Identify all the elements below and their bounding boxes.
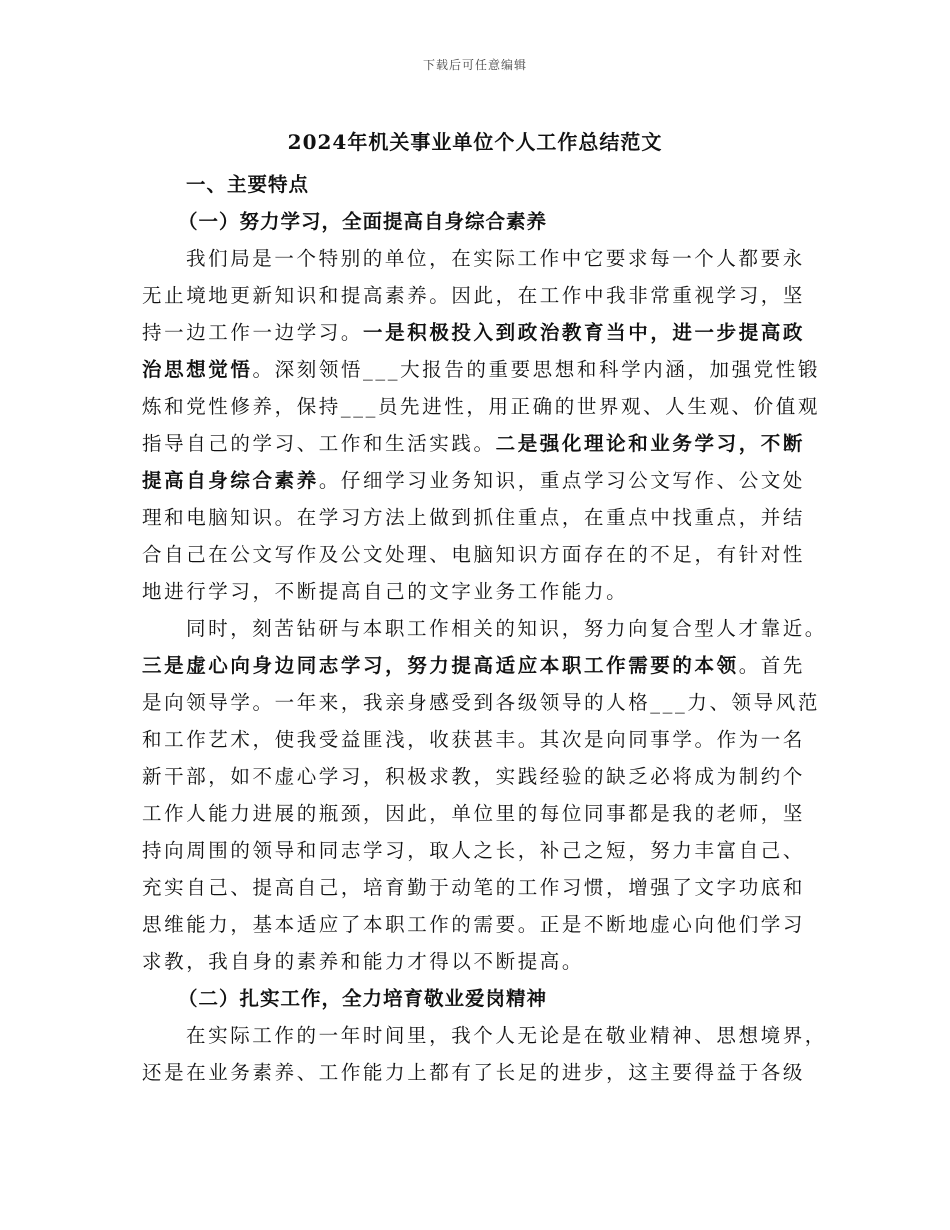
paragraph-line	[142, 351, 832, 388]
paragraph-line: 合自己在公文写作及公文处理、电脑知识方面存在的不足，有针对性	[142, 543, 806, 566]
text-run: 。首先	[738, 654, 806, 677]
text-run: 。仔细学习业务知识，重点学习公文写作、公文处	[318, 469, 806, 492]
paragraph-line: 理和电脑知识。在学习方法上做到抓住重点，在重点中找重点，并结	[142, 506, 806, 529]
paragraph-line: 我们局是一个特别的单位，在实际工作中它要求每一个人都要永	[186, 247, 805, 270]
subsection-heading: （二）扎实工作，全力培育敬业爱岗精神	[178, 987, 548, 1010]
subsection-heading: （一）努力学习，全面提高自身综合素养	[178, 210, 548, 233]
paragraph-line: 无止境地更新知识和提高素养。因此，在工作中我非常重视学习，坚	[142, 284, 806, 307]
document-body	[142, 166, 832, 1091]
paragraph-line: 工作人能力进展的瓶颈，因此，单位里的每位同事都是我的老师，坚	[142, 802, 806, 825]
paragraph-line: 还是在业务素养、工作能力上都有了长足的进步，这主要得益于各级	[142, 1061, 806, 1084]
paragraph-line	[142, 462, 832, 499]
paragraph-line: 炼和党性修养，保持___员先进性，用正确的世界观、人生观、价值观	[142, 395, 820, 418]
bold-text-run: 提高自身综合素养	[142, 469, 319, 492]
bold-text-run: 治思想觉悟	[142, 358, 253, 381]
bold-text-run: 二是强化理论和业务学习，不断	[495, 432, 806, 455]
bold-text-run: 一是积极投入到政治教育当中，进一步提高政	[363, 321, 806, 344]
paragraph-line: 地进行学习，不断提高自己的文字业务工作能力。	[142, 580, 629, 603]
paragraph-line: 求教，我自身的素养和能力才得以不断提高。	[142, 950, 585, 973]
paragraph-line: 思维能力，基本适应了本职工作的需要。正是不断地虚心向他们学习	[142, 913, 806, 936]
text-run: 。深刻领悟___大报告的重要思想和科学内涵，加强党性锻	[252, 358, 820, 381]
paragraph-line: 充实自己、提高自己，培育勤于动笔的工作习惯，增强了文字功底和	[142, 876, 806, 899]
paragraph-line: 和工作艺术，使我受益匪浅，收获甚丰。其次是向同事学。作为一名	[142, 728, 806, 751]
paragraph-line	[142, 425, 832, 462]
page-header-note: 下载后可任意编辑	[422, 58, 527, 72]
paragraph-line	[142, 314, 832, 351]
bold-text-run: 三是虚心向身边同志学习，努力提高适应本职工作需要的本领	[142, 654, 739, 677]
paragraph-line: 持向周围的领导和同志学习，取人之长，补己之短，努力丰富自己、	[142, 839, 806, 862]
paragraph-line: 同时，刻苦钻研与本职工作相关的知识，努力向复合型人才靠近。	[186, 617, 827, 640]
text-run: 指导自己的学习、工作和生活实践。	[142, 432, 496, 455]
text-run: 持一边工作一边学习。	[142, 321, 364, 344]
paragraph-line	[142, 647, 832, 684]
document-title: 2024年机关事业单位个人工作总结范文	[287, 130, 663, 154]
paragraph-line: 是向领导学。一年来，我亲身感受到各级领导的人格___力、领导风范	[142, 691, 820, 714]
paragraph-line: 新干部，如不虚心学习，积极求教，实践经验的缺乏必将成为制约个	[142, 765, 806, 788]
paragraph-line: 在实际工作的一年时间里，我个人无论是在敬业精神、思想境界，	[186, 1024, 827, 1047]
section-heading: 一、主要特点	[186, 173, 310, 196]
